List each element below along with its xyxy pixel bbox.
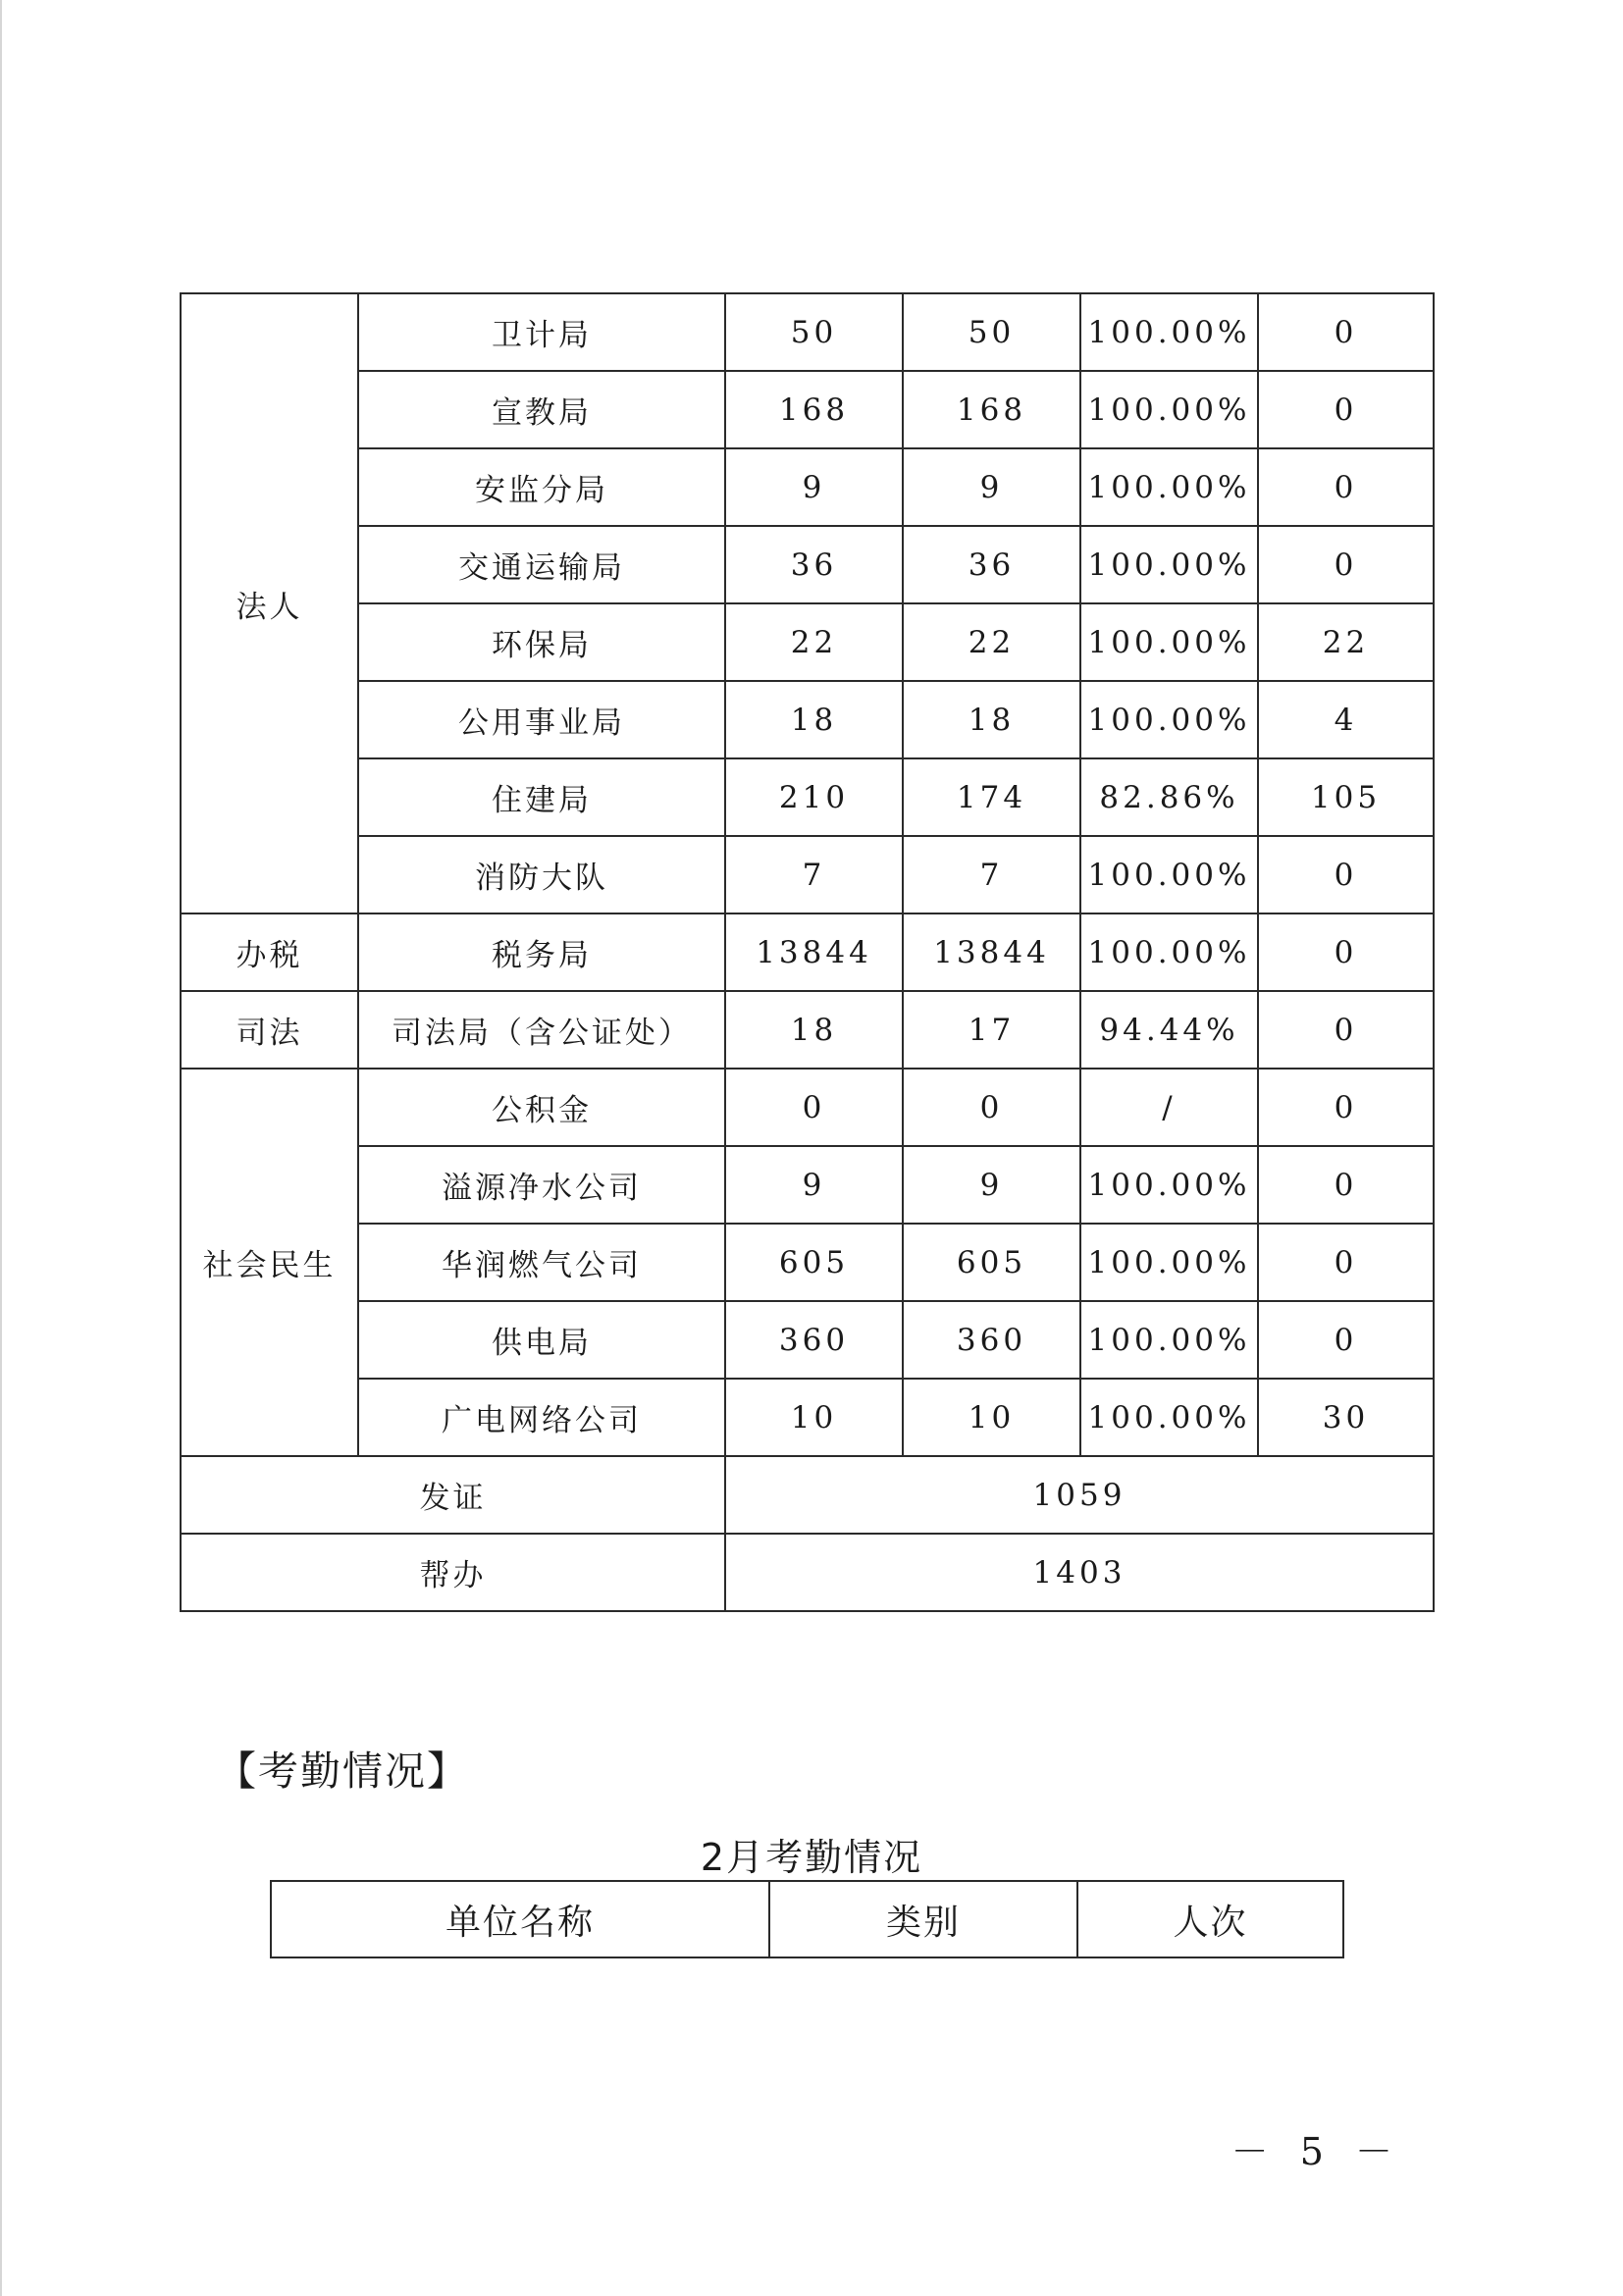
department-cell: 环保局: [358, 603, 725, 681]
department-cell: 司法局（含公证处）: [358, 991, 725, 1069]
count-cell-4: 0: [1258, 836, 1434, 913]
attendance-table: [270, 1880, 1344, 1958]
count-cell-4: 22: [1258, 603, 1434, 681]
count-cell-1: 10: [725, 1379, 903, 1456]
count-cell-1: 9: [725, 448, 903, 526]
table-row: [181, 526, 1434, 603]
table-row: [181, 758, 1434, 836]
count-cell-1: 9: [725, 1146, 903, 1224]
table-row: [181, 603, 1434, 681]
count-cell-1: 605: [725, 1224, 903, 1301]
attendance-table-title: 2月考勤情况: [700, 1836, 923, 1879]
count-cell-4: 0: [1258, 293, 1434, 371]
department-cell: 宣教局: [358, 371, 725, 448]
service-statistics-table: [180, 292, 1435, 1612]
category-cell: 法人: [181, 293, 358, 913]
count-cell-2: 18: [903, 681, 1080, 758]
rate-cell: 100.00%: [1080, 371, 1258, 448]
rate-cell: 100.00%: [1080, 836, 1258, 913]
attendance-section-heading: 【考勤情况】: [216, 1748, 469, 1795]
table-row: [181, 448, 1434, 526]
table-row: [181, 1379, 1434, 1456]
count-cell-4: 0: [1258, 991, 1434, 1069]
count-cell-2: 0: [903, 1069, 1080, 1146]
count-cell-4: 0: [1258, 526, 1434, 603]
department-cell: 安监分局: [358, 448, 725, 526]
count-cell-2: 168: [903, 371, 1080, 448]
count-cell-2: 9: [903, 448, 1080, 526]
count-cell-2: 13844: [903, 913, 1080, 991]
count-cell-4: 0: [1258, 1069, 1434, 1146]
count-cell-1: 18: [725, 681, 903, 758]
table-row: [181, 1069, 1434, 1146]
total-value-cell: 1059: [725, 1456, 1434, 1534]
department-cell: 华润燃气公司: [358, 1224, 725, 1301]
count-cell-2: 9: [903, 1146, 1080, 1224]
category-cell: 社会民生: [181, 1069, 358, 1456]
count-cell-1: 22: [725, 603, 903, 681]
count-cell-1: 168: [725, 371, 903, 448]
count-cell-2: 605: [903, 1224, 1080, 1301]
count-cell-4: 0: [1258, 1146, 1434, 1224]
department-cell: 公用事业局: [358, 681, 725, 758]
rate-cell: 100.00%: [1080, 603, 1258, 681]
category-cell: 办税: [181, 913, 358, 991]
department-cell: 住建局: [358, 758, 725, 836]
rate-cell: 100.00%: [1080, 448, 1258, 526]
count-cell-4: 0: [1258, 448, 1434, 526]
category-cell: 司法: [181, 991, 358, 1069]
rate-cell: 100.00%: [1080, 1146, 1258, 1224]
total-label-cell: 发证: [181, 1456, 725, 1534]
count-cell-1: 13844: [725, 913, 903, 991]
header-count: 人次: [1077, 1881, 1343, 1957]
department-cell: 供电局: [358, 1301, 725, 1379]
count-cell-1: 18: [725, 991, 903, 1069]
department-cell: 消防大队: [358, 836, 725, 913]
count-cell-4: 0: [1258, 371, 1434, 448]
count-cell-1: 50: [725, 293, 903, 371]
count-cell-4: 4: [1258, 681, 1434, 758]
table-row: [181, 913, 1434, 991]
page-number: － 5 －: [1230, 2130, 1402, 2173]
count-cell-1: 36: [725, 526, 903, 603]
count-cell-2: 17: [903, 991, 1080, 1069]
count-cell-2: 50: [903, 293, 1080, 371]
department-cell: 交通运输局: [358, 526, 725, 603]
count-cell-4: 0: [1258, 1224, 1434, 1301]
count-cell-1: 7: [725, 836, 903, 913]
count-cell-2: 7: [903, 836, 1080, 913]
rate-cell: 100.00%: [1080, 913, 1258, 991]
table-row: [181, 1146, 1434, 1224]
rate-cell: /: [1080, 1069, 1258, 1146]
total-label-cell: 帮办: [181, 1534, 725, 1611]
rate-cell: 100.00%: [1080, 1379, 1258, 1456]
department-cell: 税务局: [358, 913, 725, 991]
table-row: [181, 836, 1434, 913]
table-row: [181, 293, 1434, 371]
scan-edge-line: [0, 0, 2, 2296]
table-row: [181, 371, 1434, 448]
table-row: [181, 991, 1434, 1069]
rate-cell: 100.00%: [1080, 293, 1258, 371]
header-category: 类别: [769, 1881, 1077, 1957]
total-row: [181, 1456, 1434, 1534]
count-cell-1: 360: [725, 1301, 903, 1379]
count-cell-4: 105: [1258, 758, 1434, 836]
table-row: [181, 1301, 1434, 1379]
attendance-header-row: [271, 1881, 1343, 1957]
count-cell-2: 22: [903, 603, 1080, 681]
header-unit-name: 单位名称: [271, 1881, 769, 1957]
count-cell-4: 0: [1258, 1301, 1434, 1379]
count-cell-4: 30: [1258, 1379, 1434, 1456]
rate-cell: 100.00%: [1080, 1224, 1258, 1301]
count-cell-2: 36: [903, 526, 1080, 603]
total-value-cell: 1403: [725, 1534, 1434, 1611]
rate-cell: 100.00%: [1080, 526, 1258, 603]
rate-cell: 100.00%: [1080, 681, 1258, 758]
count-cell-2: 360: [903, 1301, 1080, 1379]
count-cell-1: 0: [725, 1069, 903, 1146]
rate-cell: 100.00%: [1080, 1301, 1258, 1379]
service-statistics-body: [181, 293, 1434, 1611]
count-cell-1: 210: [725, 758, 903, 836]
total-row: [181, 1534, 1434, 1611]
rate-cell: 94.44%: [1080, 991, 1258, 1069]
rate-cell: 82.86%: [1080, 758, 1258, 836]
department-cell: 广电网络公司: [358, 1379, 725, 1456]
count-cell-4: 0: [1258, 913, 1434, 991]
count-cell-2: 10: [903, 1379, 1080, 1456]
department-cell: 卫计局: [358, 293, 725, 371]
table-row: [181, 681, 1434, 758]
count-cell-2: 174: [903, 758, 1080, 836]
department-cell: 溢源净水公司: [358, 1146, 725, 1224]
table-row: [181, 1224, 1434, 1301]
department-cell: 公积金: [358, 1069, 725, 1146]
